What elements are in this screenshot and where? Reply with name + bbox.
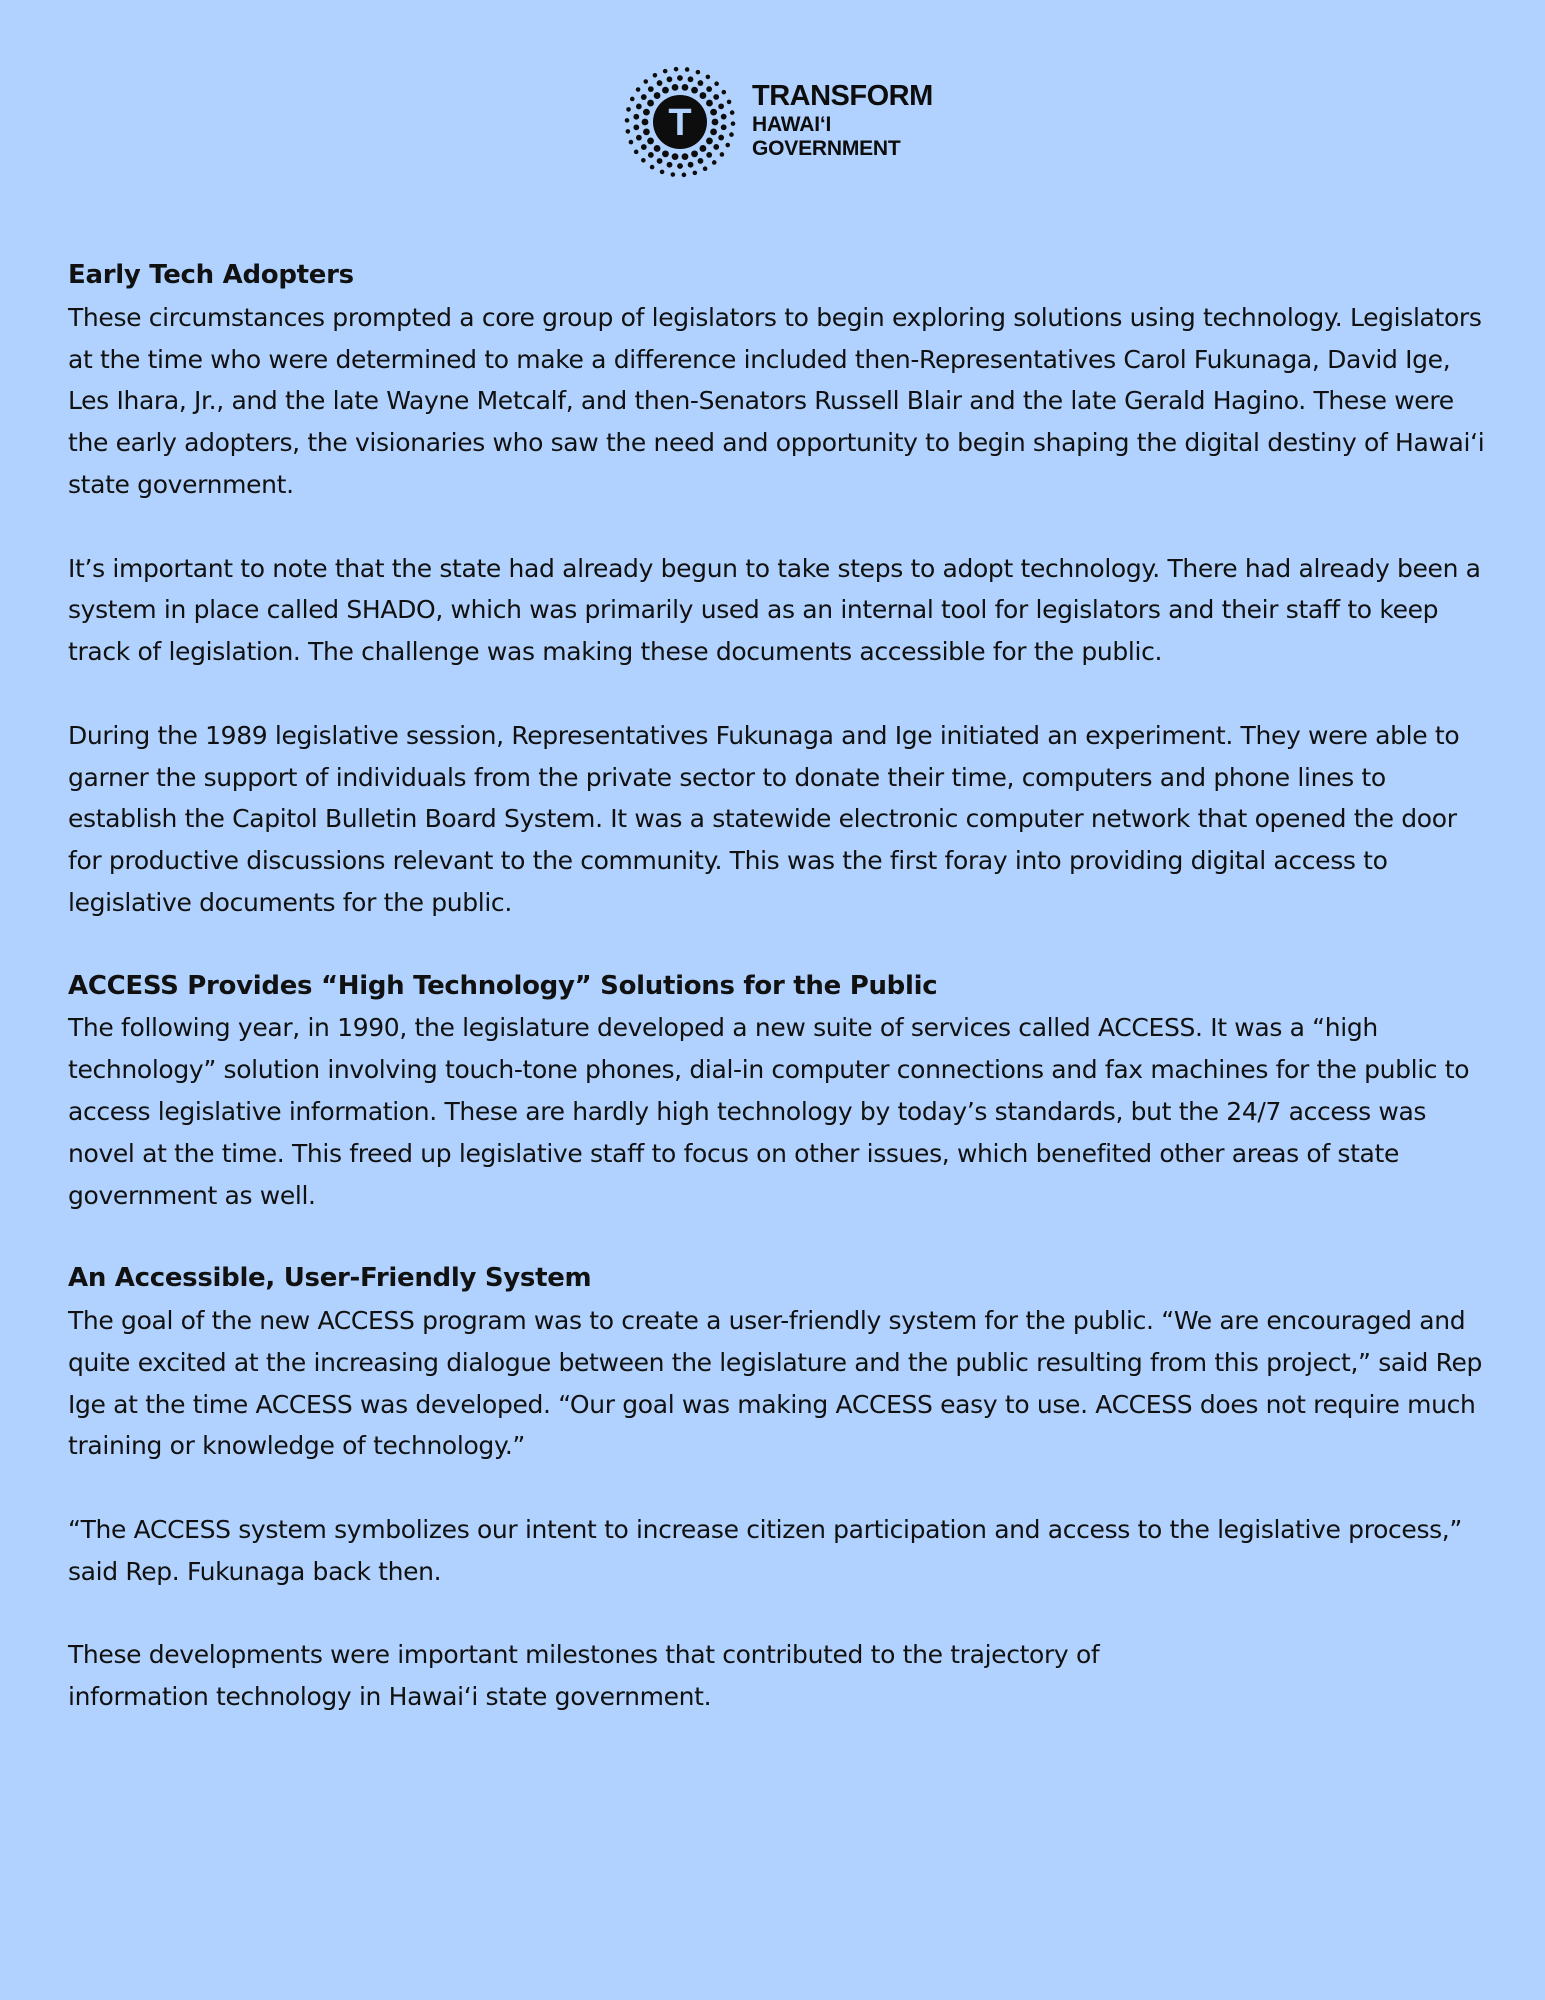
- logo-dot: [700, 145, 707, 152]
- section-heading: An Accessible, User-Friendly System: [68, 1263, 592, 1294]
- logo-dot: [677, 163, 683, 169]
- logo-dot: [710, 109, 717, 116]
- logo-dot: [688, 76, 694, 82]
- logo-dot: [727, 100, 732, 105]
- logo-line-1: TRANSFORM: [752, 80, 933, 112]
- paragraph: The following year, in 1990, the legislature developed a new suite of services called ACCESS. It was a “high technology” solution involving touch-tone phones, dial-in computer connections and fax machines for the public to access legislative information. These are hardly high technology by today’s standards, but the 24/7 access was novel at the time. This freed up legislative staff to focus on other issues, which benefited other areas of state government as well.: [68, 1013, 1470, 1210]
- logo-dot: [654, 145, 661, 152]
- paragraph: These developments were important milestones that contributed to the trajectory of information technology in Hawai‘i state government.: [68, 1640, 1100, 1712]
- logo-dot: [667, 162, 673, 168]
- logo-dot: [706, 138, 713, 145]
- logo-dot: [682, 84, 689, 91]
- logo-dot: [633, 114, 639, 120]
- logo-dot: [630, 97, 635, 102]
- logo-dot: [688, 162, 694, 168]
- paragraph: These circumstances prompted a core group of legislators to begin exploring solutions using technology. Legislators at the time who were determined to make a difference included then-Representatives Carol Fukunaga, David Ige, Les Ihara, Jr., and the late Wayne Metcalf, and then-Senators Russell Blair and the late Gerald Hagino. These were the early adopters, the visionaries who saw the need and opportunity to begin shaping the digital destiny of Hawai‘i state government.: [68, 302, 1485, 499]
- logo-dot: [721, 114, 727, 120]
- logo-dot: [714, 81, 719, 86]
- logo-dot: [654, 92, 661, 99]
- logo-dot: [629, 140, 634, 145]
- paragraph: “The ACCESS system symbolizes our intent to increase citizen participation and access to the legislative process,” said Rep. Fukunaga back then.: [68, 1514, 1462, 1586]
- logo-dot: [720, 152, 725, 157]
- logo-dot: [721, 124, 727, 130]
- logo-dot: [718, 103, 724, 109]
- logo-dot: [718, 135, 724, 141]
- logo-dot: [663, 69, 668, 74]
- logo-dot: [725, 143, 730, 148]
- logo-dot: [712, 119, 719, 126]
- section-access-high-technology: [68, 966, 1488, 1217]
- logo-dot: [650, 165, 655, 170]
- logo-dot: [634, 150, 639, 155]
- logo-dot: [682, 153, 689, 160]
- logo-dot: [662, 150, 669, 157]
- logo-dot: [706, 152, 712, 158]
- logo-dot: [636, 104, 642, 110]
- logo-dot: [698, 158, 704, 164]
- logo-dot: [693, 171, 698, 176]
- logo-dot: [641, 94, 647, 100]
- logo-dot: [672, 84, 679, 91]
- logo-dot: [682, 173, 687, 178]
- logo-dot: [642, 119, 649, 126]
- logo-dot: [671, 172, 676, 177]
- logo-dot: [712, 160, 717, 165]
- logo-dot: [625, 118, 630, 123]
- logo-mark-letter: T: [668, 102, 692, 144]
- logo-dot: [730, 110, 735, 115]
- logo-dot: [706, 100, 713, 107]
- logo-dot: [647, 138, 654, 145]
- logo-dot: [643, 128, 650, 135]
- logo-dot: [696, 70, 701, 75]
- section-accessible-user-friendly: [68, 1258, 1488, 1718]
- transform-hawaii-logo: [620, 62, 933, 182]
- logo-dot: [657, 80, 663, 86]
- logo-dot: [706, 75, 711, 80]
- logo-dot: [648, 86, 654, 92]
- logo-dot: [626, 107, 631, 112]
- logo-line-3: GOVERNMENT: [752, 137, 901, 160]
- logo-dot: [626, 129, 631, 134]
- logo-dot: [691, 87, 698, 94]
- starburst-t-logo-icon: [620, 62, 740, 182]
- logo-dot: [667, 76, 673, 82]
- logo-dot: [636, 135, 642, 141]
- paragraph: The goal of the new ACCESS program was to create a user-friendly system for the public. “We are encouraged and quite excited at the increasing dialogue between the legislature and the public resulting from this project,” said Rep Ige at the time ACCESS was developed. “Our goal was making ACCESS easy to use. ACCESS does not require much training or knowledge of technology.”: [68, 1305, 1483, 1461]
- logo-dot: [710, 128, 717, 135]
- logo-dot: [713, 144, 719, 150]
- logo-dot: [677, 75, 683, 81]
- logo-dot: [703, 166, 708, 171]
- logo-dot: [643, 109, 650, 116]
- logo-dot: [643, 79, 648, 84]
- logo-dot: [729, 132, 734, 137]
- section-heading: ACCESS Provides “High Technology” Solutions for the Public: [68, 970, 938, 1001]
- logo-dot: [662, 87, 669, 94]
- logo-dot: [700, 92, 707, 99]
- logo-dot: [731, 121, 736, 126]
- logo-dot: [672, 153, 679, 160]
- logo-dot: [648, 152, 654, 158]
- logo-dot: [691, 150, 698, 157]
- paragraph: It’s important to note that the state had already begun to take steps to adopt technology. There had already been a system in place called SHADO, which was primarily used as an internal tool for legislators and their staff to keep track of legislation. The challenge was making these documents accessible for the public.: [68, 553, 1481, 667]
- logo-dot: [633, 124, 639, 130]
- logo-dot: [657, 158, 663, 164]
- logo-dot: [698, 80, 704, 86]
- logo-wordmark: [752, 82, 933, 162]
- logo-dot: [647, 100, 654, 107]
- article-body: [68, 255, 1488, 1718]
- paragraph: During the 1989 legislative session, Representatives Fukunaga and Ige initiated an experiment. They were able to garner the support of individuals from the private sector to donate their time, computers and phone lines to establish the Capitol Bulletin Board System. It was a statewide electronic computer network that opened the door for productive discussions relevant to the community. This was the first foray into providing digital access to legislative documents for the public.: [68, 720, 1460, 917]
- logo-dot: [713, 94, 719, 100]
- logo-dot: [706, 86, 712, 92]
- section-early-tech-adopters: [68, 255, 1488, 924]
- logo-dot: [685, 67, 690, 72]
- logo-dot: [636, 87, 641, 92]
- logo-dot: [653, 73, 658, 78]
- logo-dot: [674, 67, 679, 72]
- logo-dot: [660, 170, 665, 175]
- logo-line-2: HAWAI‘I: [752, 113, 832, 136]
- logo-dot: [641, 144, 647, 150]
- logo-dot: [641, 158, 646, 163]
- logo-dot: [722, 90, 727, 95]
- section-heading: Early Tech Adopters: [68, 260, 354, 290]
